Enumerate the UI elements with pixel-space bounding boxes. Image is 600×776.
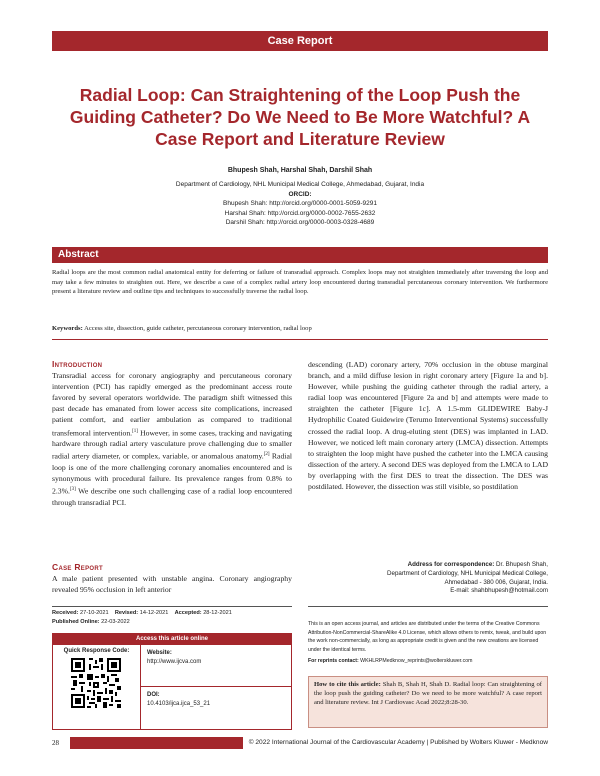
- qr-cell: [53, 645, 141, 730]
- orcid-line[interactable]: Harshal Shah: http://orcid.org/0000-0002-7655-2632: [224, 209, 376, 217]
- article-title: Radial Loop: Can Straightening of the Loop Push the Guiding Catheter? Do We Need to Be More Watchful? A Case Report and Literature Review: [69, 85, 531, 149]
- introduction-text: [52, 370, 292, 508]
- address-email[interactable]: E-mail: shahbhupesh@hotmail.com: [450, 587, 548, 595]
- received-date: 27-10-2021: [80, 610, 109, 616]
- access-online-box: [52, 633, 292, 730]
- qr-code-icon[interactable]: [71, 658, 121, 708]
- journal-credit: © 2022 International Journal of the Cardiovascular Academy | Published by Wolters Kluwer - Medknow: [243, 737, 548, 749]
- abstract-heading: Abstract: [52, 247, 548, 263]
- case-report-text-right: descending (LAD) coronary artery, 70% occlusion in the obtuse marginal branch, and a mild diffuse lesion in right coronary artery [Figure 1a and b]. However, while pushing the guiding catheter through the radial artery, a radial loop was encountered [Figure 2a and b] and attempts were made to straighten the catheter [Figure 1c]. A 1.5-mm GLIDEWIRE Baby-J Hydrophilic Coated Guidewire (Terumo Interventional Systems) successfully crossed the radial loop. A drug-eluting stent (DES) was implanted in LAD. However, we noticed left main coronary artery (LMCA) dissection. Attempts to straighten the loop might have pushed the catheter into the LMCA causing dissection of the artery. A second DES was deployed from the LMCA to LAD by overlapping with the first DES to treat the dissection. The DES was postdilated. However, the dissection was still visible, so postdilation: [308, 360, 548, 492]
- intro-sentence: Radial loop is one of the more challenging coronary anomalies encountered and is synonymous with procedural failure. Its prevalence ranges from 0.8% to 2.3%.: [52, 451, 292, 496]
- orcid-heading: ORCID:: [288, 190, 312, 198]
- doi-label: DOI:: [147, 692, 160, 698]
- author-list: Bhupesh Shah, Harshal Shah, Darshil Shah: [227, 167, 373, 174]
- address-label: Address for correspondence:: [407, 561, 495, 568]
- case-report-section: [52, 562, 292, 595]
- keywords-label: Keywords:: [52, 325, 83, 332]
- introduction-heading: Introduction: [52, 359, 103, 369]
- orcid-line[interactable]: Darshil Shah: http://orcid.org/0000-0003-0328-4689: [225, 219, 375, 226]
- intro-sentence: We describe one such challenging case of a radial loop encountered through transradial PCI.: [52, 486, 292, 507]
- published-date: 22-03-2022: [101, 619, 130, 625]
- address-name: Dr. Bhupesh Shah,: [494, 561, 548, 568]
- article-dates: [52, 609, 292, 627]
- address-line: Ahmedabad - 380 006, Gujarat, India.: [444, 578, 548, 586]
- qr-label: Quick Response Code:: [63, 648, 130, 654]
- reference-marker[interactable]: [1]: [132, 428, 138, 434]
- address-line: Department of Cardiology, NHL Municipal Medical College,: [387, 569, 548, 577]
- reprints-label: For reprints contact:: [308, 658, 359, 665]
- citation-text: Shah B, Shah H, Shah D. Radial loop: Can straightening of the loop push the guiding catheter? Do we need to be more watchful? A case report and literature review. Int J Cardiovasc Acad 2022;8:28-30.: [314, 681, 542, 707]
- correspondence-address: [308, 561, 548, 596]
- revised-date: 14-12-2021: [139, 610, 169, 616]
- intro-sentence: However, in some cases, tracking and navigating hardware through radial artery vasculature prove challenging due to smaller radial artery diameter, or complex, variable, or anomalous anatomy.: [52, 428, 293, 461]
- divider: [52, 606, 292, 607]
- doi-link[interactable]: 10.4103/ijca.ijca_53_21: [147, 701, 211, 707]
- case-report-continued: [308, 359, 548, 492]
- accepted-date: 28-12-2021: [203, 610, 232, 616]
- website-label: Website:: [147, 650, 172, 656]
- license-text: This is an open access journal, and articles are distributed under the terms of the Creative Commons Attribution-NonCommercial-ShareAlike 4.0 License, which allows others to remix, tweak, and build upon the work non-commercially, as long as appropriate credit is given and the new creations are licensed under the identical terms.: [308, 621, 547, 653]
- citation-label: How to cite this article:: [314, 681, 381, 688]
- introduction-section: [52, 359, 292, 508]
- keywords-text: Access site, dissection, guide catheter, percutaneous coronary intervention, radial loop: [84, 325, 312, 332]
- affiliation: Department of Cardiology, NHL Municipal Medical College, Ahmedabad, Gujarat, India: [175, 181, 425, 188]
- website-link[interactable]: http://www.ijcva.com: [147, 659, 202, 665]
- divider: [308, 606, 548, 607]
- doi-cell: [141, 687, 292, 730]
- case-report-text-left: A male patient presented with unstable angina. Coronary angiography revealed 95% occlusion in left anterior: [52, 574, 292, 595]
- license-notice: [308, 620, 548, 666]
- reference-marker[interactable]: [2]: [263, 452, 270, 458]
- case-report-heading: Case Report: [52, 562, 103, 572]
- page-footer: [52, 737, 548, 749]
- website-cell: [141, 645, 292, 687]
- access-heading: Access this article online: [53, 634, 291, 645]
- keywords: [52, 325, 548, 332]
- intro-sentence: Transradial access for coronary angiography and percutaneous coronary intervention (PCI) has rapidly emerged as the predominant access route favored by several operators worldwide. The paradigm shift witnessed this past decade has emanated from lower access site complications, increased patient comfort, and earlier ambulation as compared to traditional transfemoral intervention.: [52, 371, 292, 438]
- article-type-banner: Case Report: [52, 31, 548, 51]
- received-label: Received:: [52, 610, 79, 616]
- reprints-email[interactable]: WKHLRPMedknow_reprints@wolterskluwer.com: [358, 658, 473, 665]
- citation-box: [308, 676, 548, 728]
- page-number: 28: [52, 737, 70, 749]
- published-label: Published Online:: [52, 619, 100, 625]
- abstract-text: Radial loops are the most common radial anatomical entity for deferring or failure of transradial approach. Complex loops may not straighten immediately after traversing the loop and may take a few minutes to straighten out. Here, we describe a case of a complex radial artery loop encountered during transradial percutaneous coronary intervention. We furthermore present a literature review and outline tips and techniques to successfully traverse the radial loop.: [52, 269, 548, 296]
- accepted-label: Accepted:: [174, 610, 202, 616]
- orcid-line[interactable]: Bhupesh Shah: http://orcid.org/0000-0001-5059-9291: [223, 200, 377, 207]
- revised-label: Revised:: [114, 610, 139, 616]
- affiliation-block: [52, 180, 548, 228]
- reference-marker[interactable]: [3]: [69, 487, 76, 493]
